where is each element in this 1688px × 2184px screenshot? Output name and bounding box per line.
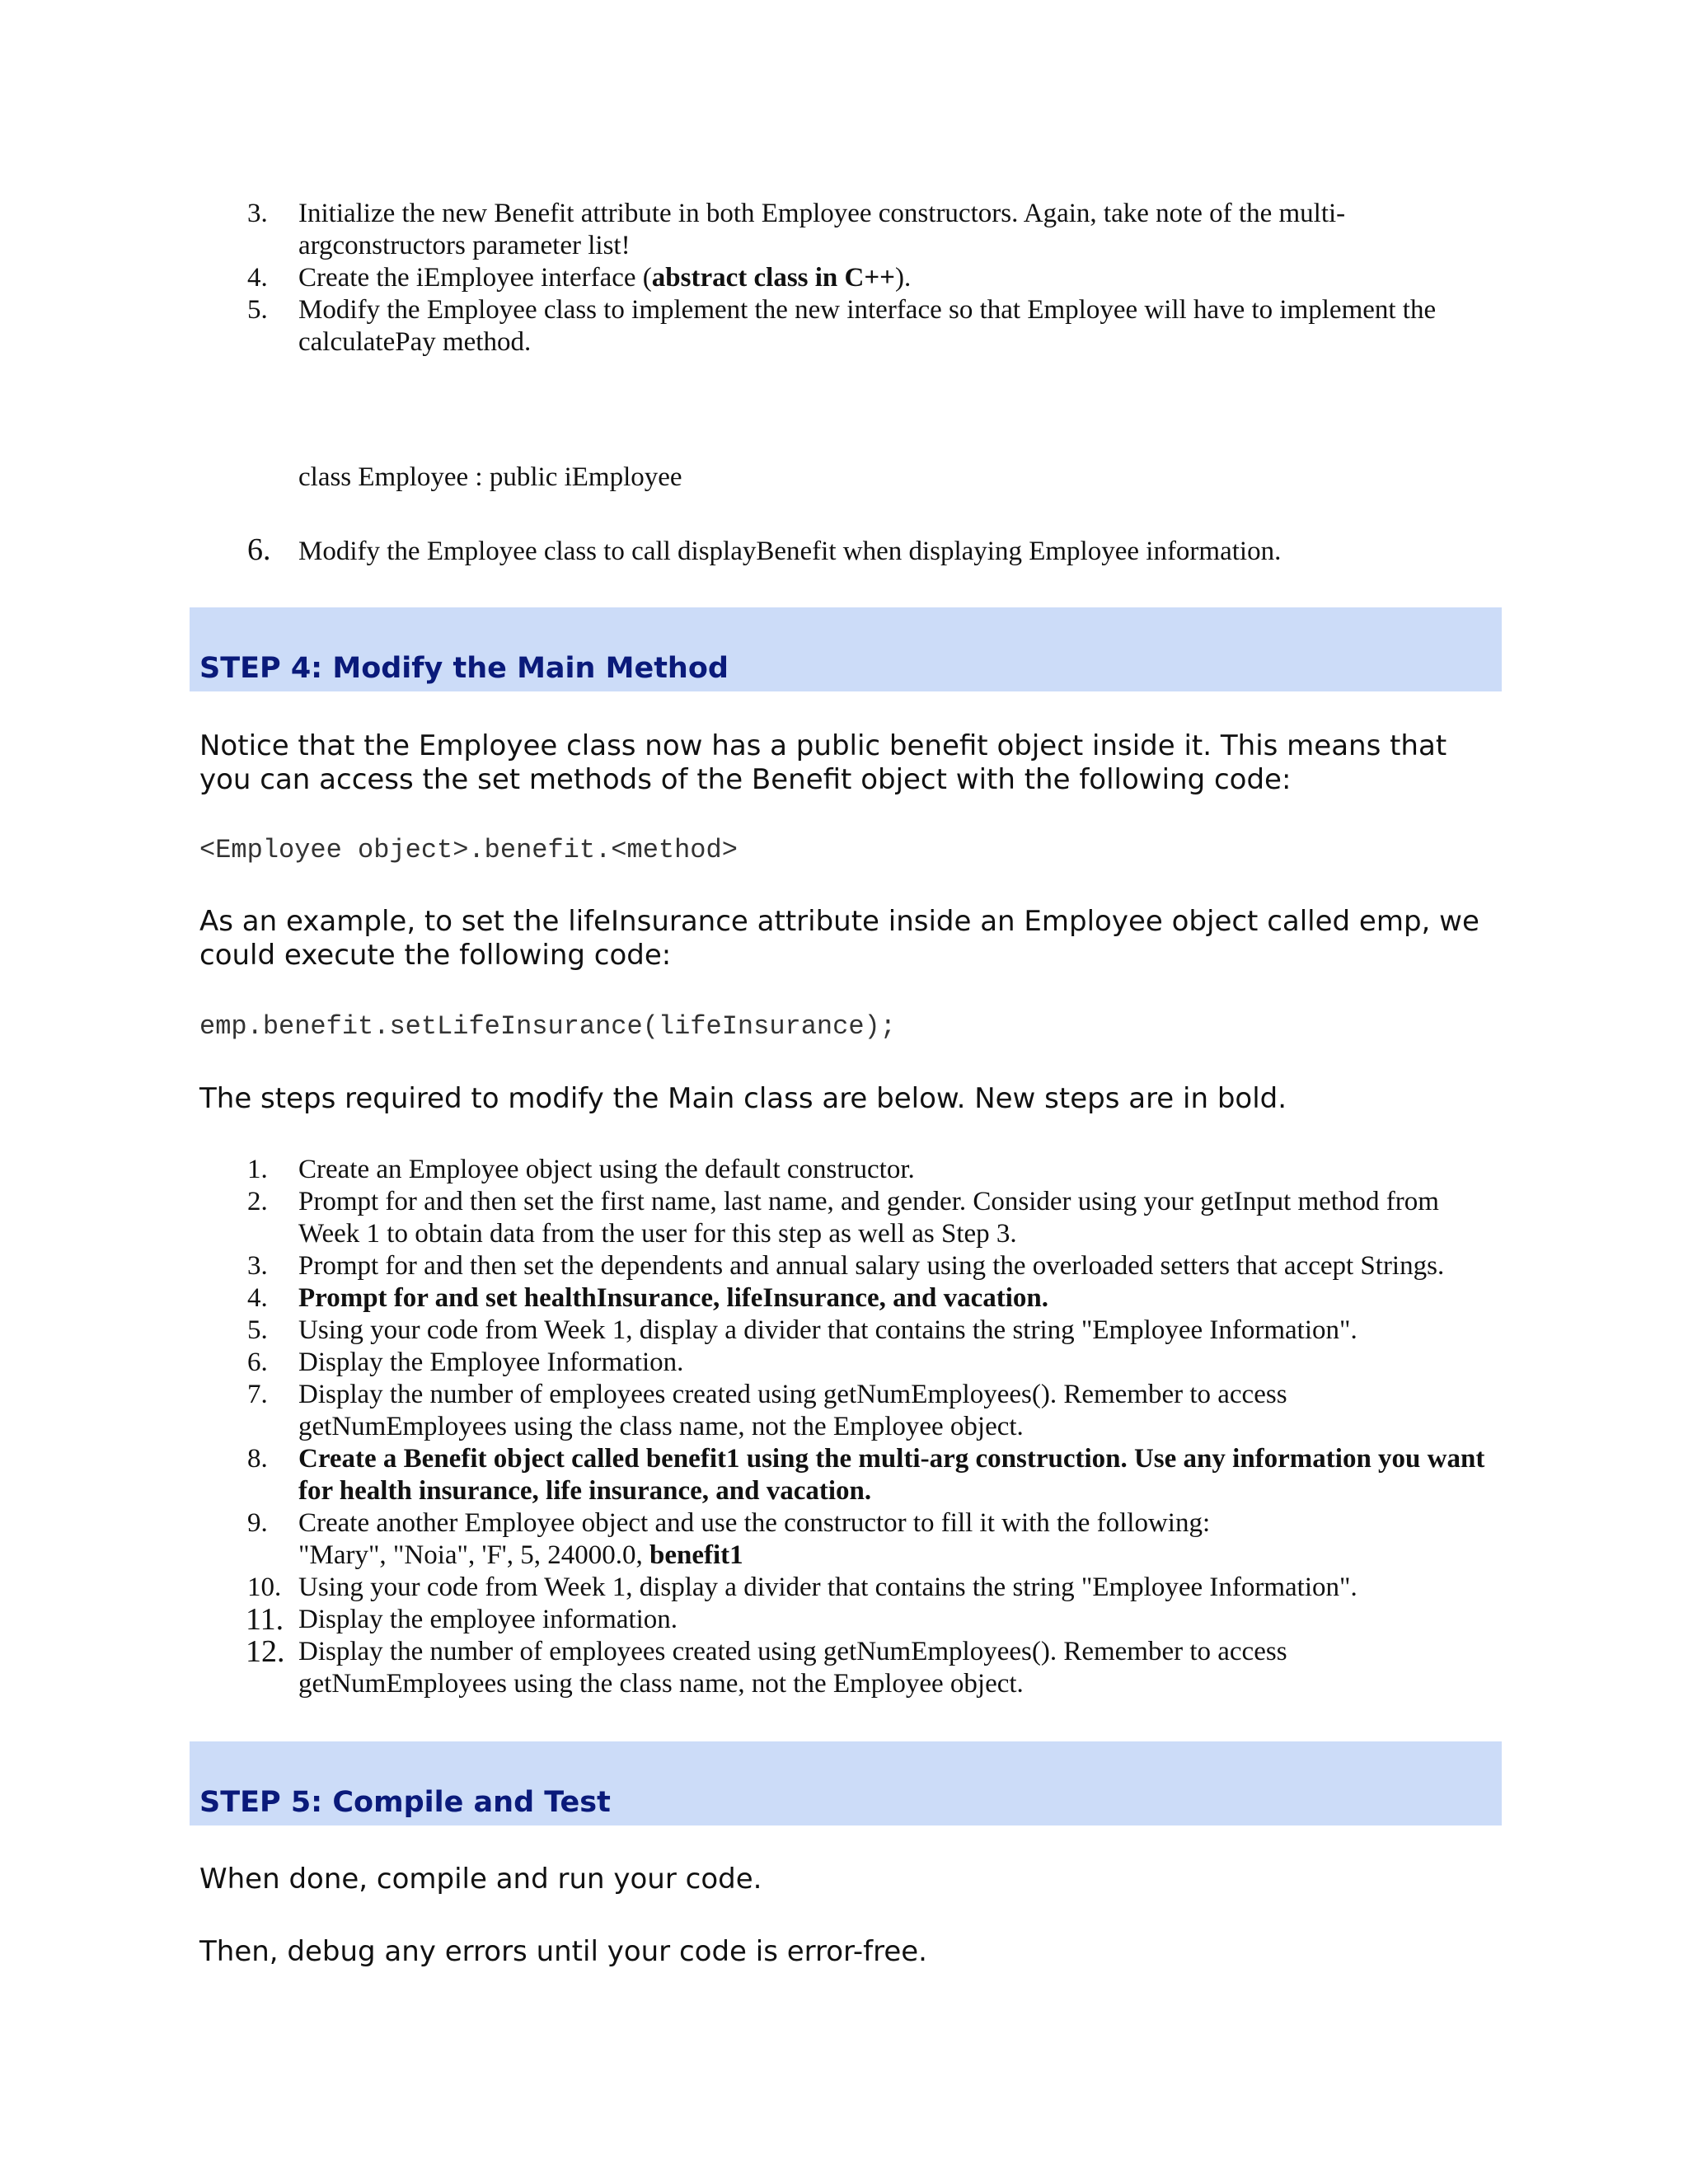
list-text: Modify the Employee class to call displayBenefit when displaying Employee information. <box>298 537 1282 566</box>
class-declaration: class Employee : public iEmployee <box>298 462 682 492</box>
list-item <box>0 1604 1485 1636</box>
step4-title: STEP 4: Modify the Main Method <box>199 652 729 685</box>
step4-paragraph-1: Notice that the Employee class now has a public benefit object inside it. This means that you can access the set methods of the Benefit object with the following code: <box>199 729 1447 796</box>
list-number: 9. <box>247 1508 268 1538</box>
list-number: 8. <box>247 1444 268 1474</box>
list-text: ). <box>894 263 912 293</box>
list-number: 11. <box>246 1602 284 1637</box>
list-text: Create an Employee object using the default constructor. <box>298 1155 915 1184</box>
list-text: "Mary", "Noia", 'F', 5, 24000.0, <box>298 1540 650 1570</box>
list-item <box>0 1282 1485 1315</box>
step4-code-2: emp.benefit.setLifeInsurance(lifeInsurance); <box>199 1011 896 1042</box>
list-item <box>0 294 1485 359</box>
list-text-bold: abstract class in C++ <box>651 263 895 293</box>
list-text: Display the number of employees created using getNumEmployees(). Remember to access getNumEmployees using the class name, not the Employee object. <box>298 1380 1287 1441</box>
step5-header <box>190 1741 1502 1825</box>
list-text: Using your code from Week 1, display a divider that contains the string "Employee Information". <box>298 1315 1357 1345</box>
list-number: 6. <box>247 1347 268 1377</box>
list-text-bold: Create a Benefit object called benefit1 using the multi-arg construction. Use any information you want for health insurance, life insurance, and vacation. <box>298 1444 1485 1506</box>
list-item <box>0 1443 1485 1507</box>
list-text: Prompt for and then set the dependents and annual salary using the overloaded setters that accept Strings. <box>298 1251 1445 1281</box>
list-number: 3. <box>247 199 268 228</box>
list-text: Prompt for and then set the first name, last name, and gender. Consider using your getInput method from Week 1 to obtain data from the user for this step as well as Step 3. <box>298 1187 1439 1249</box>
list-number: 4. <box>247 263 268 293</box>
list-text-bold: Prompt for and set healthInsurance, lifeInsurance, and vacation. <box>298 1283 1048 1313</box>
list-text-bold: benefit1 <box>649 1540 743 1570</box>
list-item <box>0 262 1485 294</box>
list-number: 12. <box>246 1634 285 1669</box>
list-item <box>0 1572 1485 1604</box>
list-text: Display the number of employees created using getNumEmployees(). Remember to access getNumEmployees using the class name, not the Employee object. <box>298 1637 1287 1699</box>
list-text: Display the employee information. <box>298 1605 678 1634</box>
list-item <box>0 1154 1485 1186</box>
list-number: 5. <box>247 1315 268 1345</box>
step4-paragraph-3: The steps required to modify the Main class are below. New steps are in bold. <box>199 1082 1287 1115</box>
step4-paragraph-2: As an example, to set the lifeInsurance attribute inside an Employee object called emp, we could execute the following code: <box>199 905 1479 972</box>
list-item <box>0 1250 1485 1282</box>
step4-header <box>190 607 1502 691</box>
step4-code-1: <Employee object>.benefit.<method> <box>199 835 738 865</box>
list-number: 6. <box>247 532 271 567</box>
list-item <box>0 1186 1485 1250</box>
step5-title: STEP 5: Compile and Test <box>199 1786 611 1819</box>
step5-paragraph-2: Then, debug any errors until your code is error-free. <box>199 1935 927 1968</box>
list-number: 3. <box>247 1251 268 1281</box>
step5-paragraph-1: When done, compile and run your code. <box>199 1863 762 1896</box>
list-item <box>0 1507 1485 1572</box>
list-number: 5. <box>247 295 268 325</box>
list-item-6 <box>0 532 1485 568</box>
list-number: 2. <box>247 1187 268 1216</box>
list-item <box>0 1347 1485 1379</box>
list-number: 10. <box>247 1572 282 1602</box>
list-text: Initialize the new Benefit attribute in both Employee constructors. Again, take note of the multi-argconstructors parameter list! <box>298 199 1346 260</box>
list-text: Create another Employee object and use the constructor to fill it with the following: <box>298 1508 1211 1538</box>
list-text: Create the iEmployee interface ( <box>298 263 652 293</box>
main-steps-list <box>0 1154 1485 1700</box>
list-text: Modify the Employee class to implement the new interface so that Employee will have to implement the calculatePay method. <box>298 295 1437 357</box>
list-text: Using your code from Week 1, display a divider that contains the string "Employee Information". <box>298 1572 1357 1602</box>
list-item <box>0 1636 1485 1700</box>
list-number: 1. <box>247 1155 268 1184</box>
list-item <box>0 1379 1485 1443</box>
list-item <box>0 1315 1485 1347</box>
list-text: Display the Employee Information. <box>298 1347 684 1377</box>
list-number: 4. <box>247 1283 268 1313</box>
list-item <box>0 198 1485 262</box>
list-number: 7. <box>247 1380 268 1409</box>
steps-list-continued <box>0 198 1485 359</box>
